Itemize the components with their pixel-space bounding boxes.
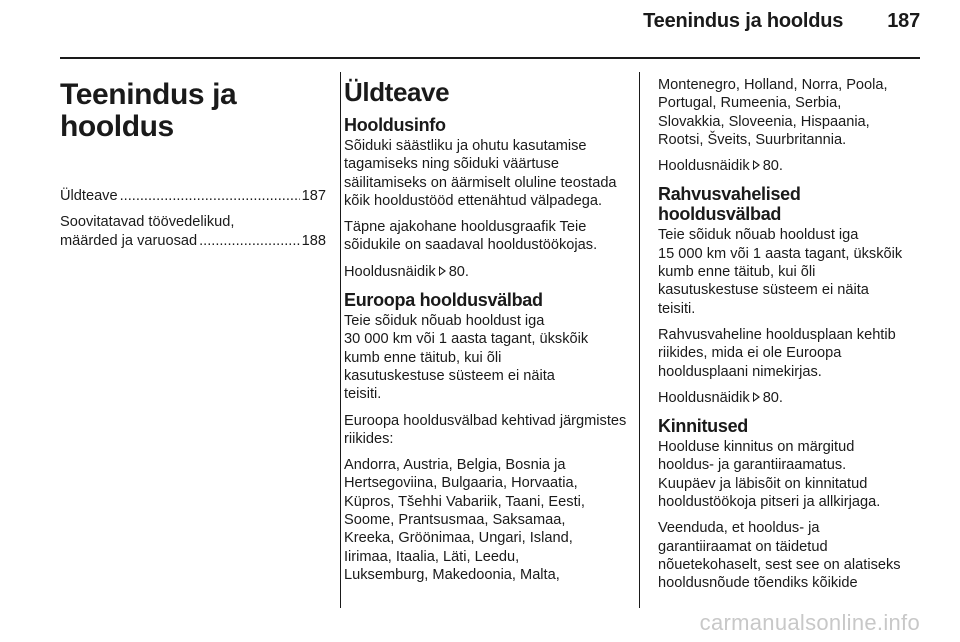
- subsection-title-euroopa: Euroopa hooldusvälbad: [344, 290, 543, 311]
- reference-arrow-icon: [753, 392, 760, 402]
- chapter-title: Teenindus ja hooldus: [60, 78, 237, 143]
- watermark: carmanualsonline.info: [699, 610, 920, 635]
- running-title: Teenindus ja hooldus: [643, 10, 844, 32]
- cross-reference[interactable]: Hooldusnäidik 80.: [658, 158, 783, 175]
- column-divider-2: [639, 72, 640, 608]
- running-header: [643, 10, 920, 33]
- toc-entry-label-line1: Soovitatavad töövedelikud,: [60, 214, 235, 231]
- toc-entry-page: 187: [301, 188, 326, 204]
- header-rule: [60, 57, 920, 59]
- paragraph: Rahvusvaheline hooldusplaan kehtib riikides, mida ei ole Euroopa hooldusplaani nimekirjas.: [658, 326, 896, 380]
- paragraph: Teie sõiduk nõuab hooldust iga 15 000 km või 1 aasta tagant, ükskõik kumb enne täitub, kui õli kasutuskestuse süsteem ei näita teisiti.: [658, 227, 903, 317]
- section-title-uldteave: Üldteave: [344, 77, 450, 107]
- paragraph: Täpne ajakohane hooldusgraafik Teie sõidukile on saadaval hooldustöökojas.: [344, 219, 598, 254]
- paragraph: Hoolduse kinnitus on märgitud hooldus- ja garantiiraamatus. Kuupäev ja läbisõit on kinnitatud hooldustöökoja pitseri ja allkirjaga.: [658, 439, 881, 511]
- reference-arrow-icon: [439, 266, 446, 276]
- cross-reference[interactable]: Hooldusnäidik 80.: [658, 389, 783, 406]
- paragraph: Teie sõiduk nõuab hooldust iga 30 000 km või 1 aasta tagant, ükskõik kumb enne täitub, kui õli kasutuskestuse süsteem ei näita teisiti.: [344, 313, 589, 403]
- column-1: [60, 76, 326, 258]
- column-divider-1: [340, 72, 341, 608]
- paragraph: Veenduda, et hooldus- ja garantiiraamat on täidetud nõuetekohaselt, sest see on alatiseks hooldusnõude tõendiks kõikide: [658, 520, 901, 592]
- reference-arrow-icon: [753, 160, 760, 170]
- toc-entry-uldteave[interactable]: [60, 187, 326, 205]
- toc-entry-page: 188: [301, 232, 326, 249]
- column-2: [344, 76, 628, 592]
- toc-entry-label: määrded ja varuosad: [60, 232, 198, 249]
- paragraph: Euroopa hooldusvälbad kehtivad järgmistes riikides:: [344, 412, 627, 447]
- country-list: Andorra, Austria, Belgia, Bosnia ja Hertsegoviina, Bulgaaria, Horvaatia, Küpros, Tšehhi Vabariik, Taani, Eesti, Soome, Prantsusmaa, Saksamaa, Kreeka, Gröönimaa, Ungari, Island, Iirimaa, Itaalia, Läti, Leedu, Luksemburg, Makedoonia, Malta,: [344, 457, 585, 583]
- column-3: [658, 76, 922, 601]
- toc-entry-toovedelikud[interactable]: [60, 213, 326, 250]
- cross-reference[interactable]: Hooldusnäidik 80.: [344, 263, 469, 280]
- subsection-title-kinnitused: Kinnitused: [658, 416, 748, 437]
- subsection-title-hooldusinfo: Hooldusinfo: [344, 115, 446, 135]
- toc-leader-dots: [120, 187, 300, 205]
- page-number: 187: [887, 10, 920, 32]
- paragraph: Sõiduki säästliku ja ohutu kasutamise tagamiseks ning sõiduki väärtuse säilitamiseks on äärmiselt oluline teostada kõik hooldustööd ettenähtud välpadega.: [344, 138, 617, 209]
- toc-entry-label: Üldteave: [60, 188, 118, 204]
- toc-leader-dots: [199, 232, 300, 250]
- country-list-continued: Montenegro, Holland, Norra, Poola, Portugal, Rumeenia, Serbia, Slovakkia, Sloveenia, Hispaania, Rootsi, Šveits, Suurbritannia.: [658, 77, 888, 148]
- subsection-title-rahvusvahelised: Rahvusvahelised hooldusvälbad: [658, 184, 801, 225]
